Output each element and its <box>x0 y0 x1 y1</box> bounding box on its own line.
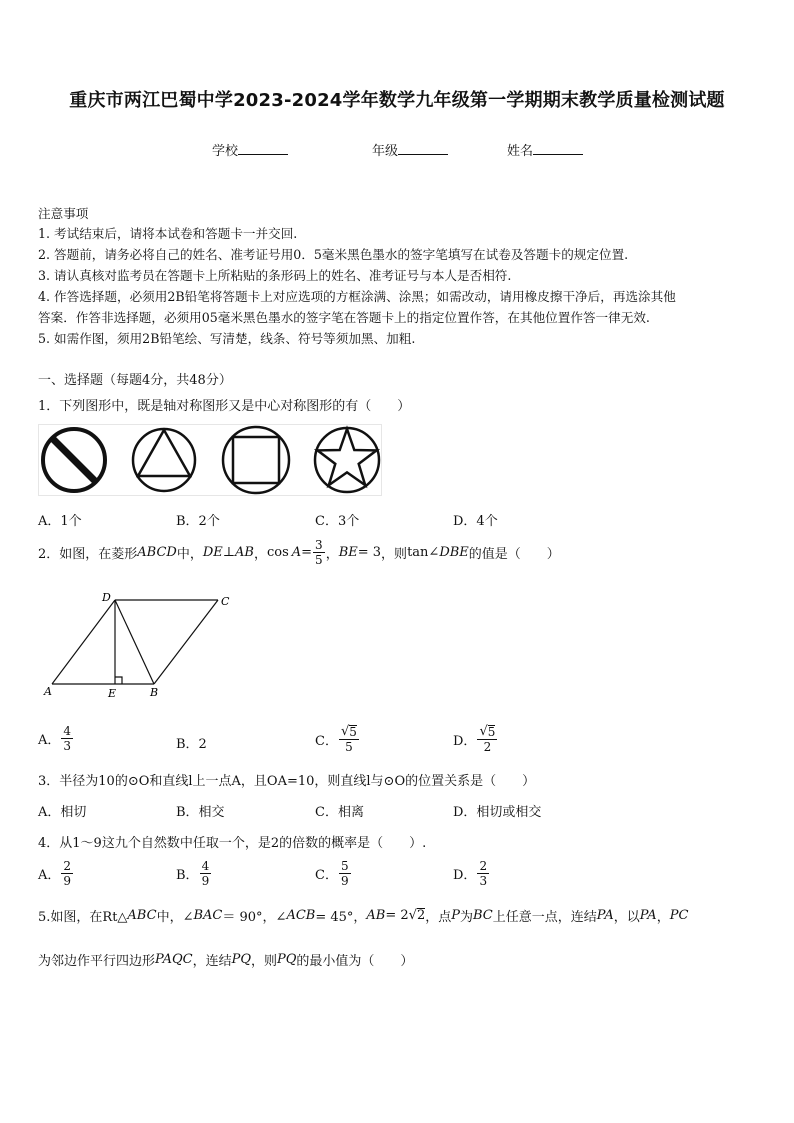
q2-option-d[interactable]: D． √ 5 2 <box>453 724 496 754</box>
circle-with-square-figure <box>223 427 289 493</box>
name-blank[interactable] <box>533 142 583 155</box>
q4-option-a[interactable]: A． $\frac{2}{9}$ <box>38 859 72 888</box>
label-e: E <box>108 687 117 700</box>
q2-rhombus-figure <box>38 588 238 704</box>
q1-option-c[interactable]: C．3个 <box>315 514 360 529</box>
notice-item: 4. 作答选择题，必须用2B铅笔将答题卡上对应选项的方框涂满、涂黑；如需改动，请用橡皮擦干净后，再选涂其他 <box>38 289 676 304</box>
q2-option-b[interactable]: B．2 <box>176 737 207 752</box>
q4-option-c[interactable]: C． $\frac{5}{9}$ <box>315 859 349 888</box>
notice-item: 1. 考试结束后，请将本试卷和答题卡一并交回. <box>38 226 298 241</box>
q1-figures <box>38 424 382 496</box>
section-heading: 一、选择题（每题4分，共48分） <box>38 373 232 388</box>
q3-option-b[interactable]: B．相交 <box>176 805 225 820</box>
notice-item: 2. 答题前，请务必将自己的姓名、准考证号用0．5毫米黑色墨水的签字笔填写在试卷及答题卡的规定位置. <box>38 247 629 262</box>
q2-option-a[interactable]: A． $\frac{4}{3}$ <box>38 724 72 753</box>
right-angle-mark <box>115 677 122 684</box>
q1-option-d[interactable]: D．4个 <box>453 514 498 529</box>
notice-item: 3. 请认真核对监考员在答题卡上所粘贴的条形码上的姓名、准考证号与本人是否相符. <box>38 268 512 283</box>
q5-stem-line2: 为邻边作平行四边形 PAQC ，连结 PQ ，则 PQ 的最小值为（ ） <box>38 952 414 969</box>
circle-with-slash-figure <box>43 429 105 491</box>
q1-option-a[interactable]: A．1个 <box>38 514 82 529</box>
side-cb <box>154 600 218 684</box>
q5-stem-line1: 5.如图，在Rt△ ABC 中，∠ BAC ＝ 90°，∠ ACB = 45°， AB = 2 √ 2 ，点 P 为 BC 上任意一点，连结 PA ，以 PA ， PC <box>38 908 689 925</box>
name-label: 姓名 <box>507 144 534 159</box>
name-field <box>507 140 583 159</box>
school-label: 学校 <box>212 144 239 159</box>
circle-with-triangle-figure <box>133 429 195 491</box>
diagonal-db <box>115 600 154 684</box>
q3-option-c[interactable]: C．相离 <box>315 805 364 820</box>
notice-item: 5. 如需作图，须用2B铅笔绘、写清楚，线条、符号等须加黑、加粗. <box>38 331 416 346</box>
label-d: D <box>102 591 111 604</box>
q4-option-b[interactable]: B． $\frac{4}{9}$ <box>176 859 210 888</box>
notice-heading: 注意事项 <box>38 206 89 221</box>
q1-stem: 1．下列图形中，既是轴对称图形又是中心对称图形的有（ ） <box>38 399 411 414</box>
circle-with-star-figure <box>315 428 379 492</box>
grade-label: 年级 <box>372 144 399 159</box>
q2-stem: 2．如图，在菱形 ABCD 中， DE⊥AB ， cos A = $\frac{3}{5}$ ， BE = 3 ，则 tan∠ DBE 的值是（ ） <box>38 538 560 567</box>
q1-option-b[interactable]: B．2个 <box>176 514 220 529</box>
school-blank[interactable] <box>238 142 288 155</box>
q4-stem: 4．从1～9这九个自然数中任取一个，是2的倍数的概率是（ ）. <box>38 836 427 851</box>
page-title: 重庆市两江巴蜀中学2023-2024学年数学九年级第一学期期末教学质量检测试题 <box>69 90 725 111</box>
notice-item: 答案．作答非选择题，必须用05毫米黑色墨水的签字笔在答题卡上的指定位置作答，在其他位置作答一律无效. <box>38 310 650 325</box>
grade-field <box>372 140 448 159</box>
q3-option-a[interactable]: A．相切 <box>38 805 87 820</box>
school-field <box>212 140 288 159</box>
side-ad <box>52 600 115 684</box>
label-c: C <box>221 595 230 608</box>
q4-option-d[interactable]: D． $\frac{2}{3}$ <box>453 859 488 888</box>
q3-stem: 3．半径为10的⊙O和直线l上一点A，且OA=10，则直线l与⊙O的位置关系是（ ） <box>38 774 536 789</box>
q2-option-c[interactable]: C． √ 5 5 <box>315 724 357 754</box>
label-b: B <box>150 686 159 699</box>
label-a: A <box>44 685 52 698</box>
q3-option-d[interactable]: D．相切或相交 <box>453 805 542 820</box>
grade-blank[interactable] <box>398 142 448 155</box>
